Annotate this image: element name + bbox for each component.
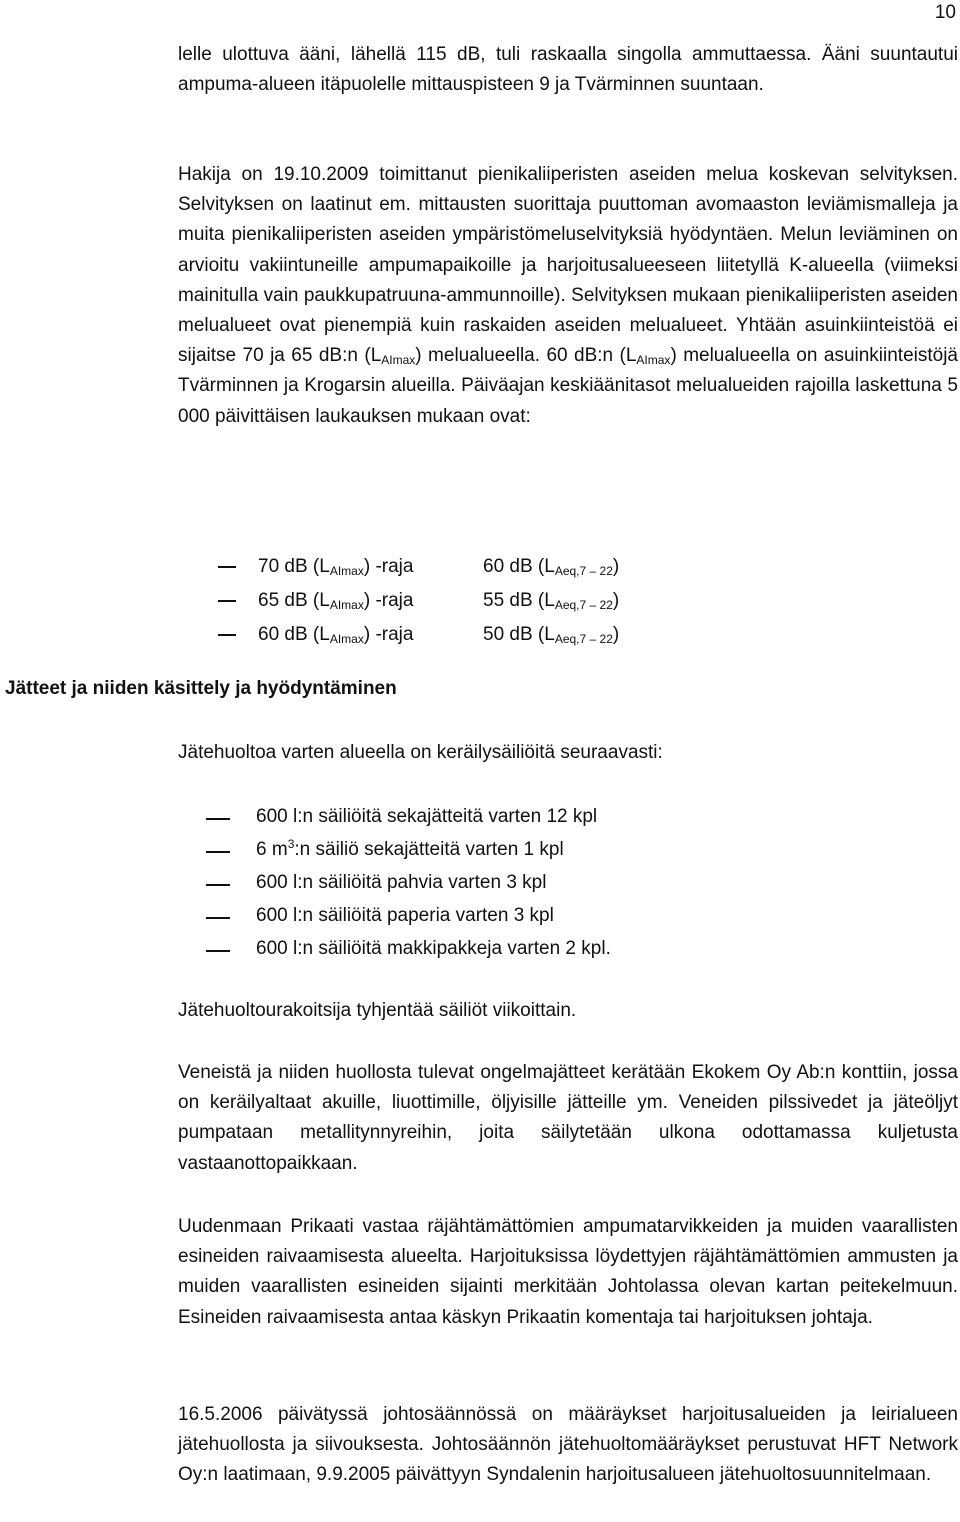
waste-item-text: 6 $m^3:n$ säiliö sekajätteitä varten 1 kpl [256,837,564,860]
dash-bullet [206,917,230,919]
paragraph-small-arms-report: Hakija on 19.10.2009 toimittanut pienikaliiperisten aseiden melua koskevan selvityksen. Selvityksen on laatinut em. mittausten suorittaja puuttoman avomaaston leviämismalleja ja muita pienikaliiperisten aseiden ympäristömeluselvityksiä hyödyntäen. Melun leviäminen on arvioitu vakiintuneille ampumapaikoille ja harjoitusalueeseen liitetyllä K-alueella (viimeksi mainitulla vain paukkupatruuna-ammunnoille). Selvityksen mukaan pienikaliiperisten aseiden melualueet ovat pienempiä kuin raskaiden aseiden melualueet. Yhtään asuinkiinteistöä ei sijaitse 70 ja 65 dB:n $(L_{AImax})$ melualueella. 60 dB:n $(L_{AImax})$ melualueella on asuinkiinteistöjä Tvärminnen ja Krogarsin alueilla. Päiväajan keskiäänitasot melualueiden rajoilla laskettuna 5 000 päivittäisen laukauksen mukaan ovat: [178,164,959,427]
section-heading-waste: Jätteet ja niiden käsittely ja hyödyntäminen [5,678,397,699]
dash-bullet [206,884,230,886]
noise-limit-max: 65 dB $(L_{AImax})$ -raja [258,590,414,612]
dash-bullet [206,818,230,820]
paragraph-contractor: Jätehuoltourakoitsija tyhjentää säiliöt viikoittain. [178,1000,577,1021]
noise-limit-max: 70 dB $(L_{AImax})$ -raja [258,556,414,578]
dash-bullet [206,950,230,952]
dash-bullet [206,851,230,853]
waste-item-text: 600 l:n säiliöitä makkipakkeja varten 2 kpl. [256,938,611,959]
waste-item-text: 600 l:n säiliöitä pahvia varten 3 kpl [256,872,547,893]
paragraph-noise-direction: lelle ulottuva ääni, lähellä 115 dB, tuli raskaalla singolla ammuttaessa. Ääni suuntautui ampuma-alueen itäpuolelle mittauspisteen 9 ja Tvärminnen suuntaan. [178,44,958,96]
dash-bullet [218,634,236,636]
noise-limit-eq: 55 dB $(L_{Aeq,7 - 22})$ [483,590,620,612]
paragraph-hazardous-waste: Veneistä ja niiden huollosta tulevat ongelmajätteet kerätään Ekokem Oy Ab:n konttiin, jossa on keräilyaltaat akuille, liuottimille, öljyisille jätteille ym. Veneiden pilssivedet ja jäteöljyt pumpataan metallitynnyreihin, joita säilytetään ulkona odottamassa kuljetusta vastaanottopaikkaan. [178,1062,958,1174]
waste-item-text: 600 l:n säiliöitä sekajätteitä varten 12 kpl [256,806,598,827]
waste-item-text: 600 l:n säiliöitä paperia varten 3 kpl [256,905,554,926]
page-number: 10 [934,2,956,23]
paragraph-explosives: Uudenmaan Prikaati vastaa räjähtämättömien ampumatarvikkeiden ja muiden vaarallisten esineiden raivaamisesta alueelta. Harjoituksissa löydettyjen räjähtämättömien ammusten ja muiden vaarallisten esineiden sijainti merkitään Johtolassa olevan kartan peitekelmuun. Esineiden raivaamisesta antaa käskyn Prikaatin komentaja tai harjoituksen johtaja. [178,1216,958,1328]
noise-limit-eq: 50 dB $(L_{Aeq,7 - 22})$ [483,624,620,646]
dash-bullet [218,600,236,602]
noise-limit-eq: 60 dB $(L_{Aeq,7 - 22})$ [483,556,620,578]
noise-limit-max: 60 dB $(L_{AImax})$ -raja [258,624,414,646]
paragraph-rules: 16.5.2006 päivätyssä johtosäännössä on määräykset harjoitusalueiden ja leirialueen jätehuollosta ja siivouksesta. Johtosäännön jätehuoltomääräykset perustuvat HFT Network Oy:n laatimaan, 9.9.2005 päivättyyn Syndalenin harjoitusalueen jätehuoltosuunnitelmaan. [178,1404,958,1486]
subscript-almax: AImax [381,353,416,368]
subscript-almax: AImax [636,353,671,368]
paragraph-waste-intro: Jätehuoltoa varten alueella on keräilysäiliöitä seuraavasti: [178,742,663,763]
dash-bullet [218,566,236,568]
